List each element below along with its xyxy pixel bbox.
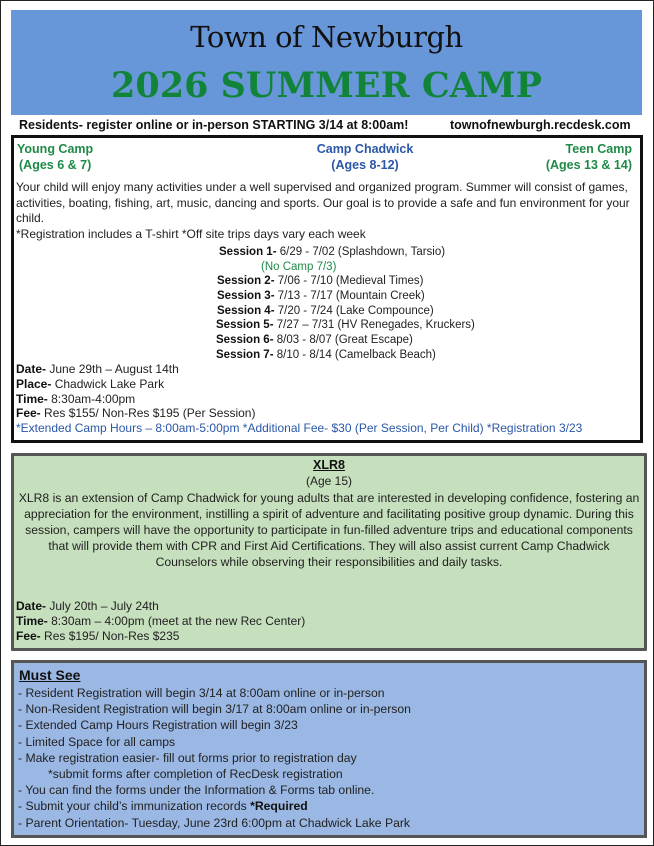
camp-name: Teen Camp [565,142,632,156]
header-banner [11,10,642,115]
must-see-item [18,798,411,814]
required-label: *Required [250,799,308,814]
camp-chadwick [310,141,420,173]
detail-value: Res $155/ Non-Res $195 (Per Session) [40,406,256,421]
must-see-list [18,685,411,831]
item-text: - Submit your child’s immunization records [18,799,251,814]
session-item [14,348,640,363]
detail-value: June 29th – August 14th [46,362,179,376]
session-item [14,245,640,260]
must-see-item: - Resident Registration will begin 3/14 at 8:00am online or in-person [18,686,385,700]
session-dates: 7/13 - 7/17 (Mountain Creek) [274,290,425,303]
session-label: Session 6- [216,334,274,347]
detail-value: 8:30am – 4:00pm (meet at the new Rec Center) [47,613,306,628]
no-camp-note: (No Camp 7/3) [261,260,337,273]
detail-label: Fee- [16,628,41,643]
session-dates: 8/03 - 8/07 (Great Escape) [273,334,413,347]
camp-name: Young Camp [17,142,94,156]
flyer-title: 2026 SUMMER CAMP [111,65,542,106]
registration-note: Residents- register online or in-person STARTING 3/14 at 8:00am! [19,118,409,132]
registration-banner [19,118,639,132]
detail-place [16,377,582,392]
xlr8-title: XLR8 [313,458,345,472]
session-label: Session 1- [219,246,277,258]
must-see-subitem: *submit forms after completion of RecDesk registration [48,767,343,782]
xlr8-age: (Age 15) [305,474,353,488]
session-list [14,245,640,363]
must-see-item: - Parent Orientation- Tuesday, June 23rd 6:00pm at Chadwick Lake Park [18,815,411,830]
detail-label: Date- [16,362,47,376]
detail-label: Place- [16,376,52,391]
session-label: Session 3- [217,290,275,303]
extended-hours-note: *Extended Camp Hours – 8:00am-5:00pm *Additional Fee- $30 (Per Session, Per Child) *Registration 3/23 [16,421,583,436]
description-text: Your child will enjoy many activities under a well supervised and organized program. Summer will consist of games, activities, boating, fishing, art, music, dancing and sports. Our goal is to provide a safe and fun environment for your child. [16,180,630,225]
session-label: Session 2- [217,275,275,288]
must-see-item: - Non-Resident Registration will begin 3/17 at 8:00am online or in-person [18,702,411,717]
detail-label: Date- [16,599,47,613]
session-item [14,318,640,333]
session-item [14,304,640,319]
xlr8-details [16,599,305,643]
camp-ages: (Ages 6 & 7) [19,158,92,172]
session-item [14,289,640,304]
session-item [14,333,640,348]
camp-details [16,362,582,436]
session-label: Session 7- [216,348,274,361]
detail-label: Time- [16,391,48,406]
detail-value: July 20th – July 24th [46,599,159,613]
detail-value: Res $195/ Non-Res $235 [40,628,180,643]
must-see-item: - Make registration easier- fill out forms prior to registration day [18,750,357,765]
detail-time [16,392,582,407]
registration-includes: *Registration includes a T-shirt *Off site trips days vary each week [16,226,366,241]
must-see-item: - Extended Camp Hours Registration will begin 3/23 [18,718,298,733]
camp-teen [527,141,632,173]
detail-value: Chadwick Lake Park [51,376,165,391]
session-dates: 7/27 – 7/31 (HV Renegades, Kruckers) [273,319,475,332]
session-label: Session 4- [217,304,275,317]
camp-ages: (Ages 13 & 14) [545,158,632,172]
session-dates: 8/10 - 8/14 (Camelback Beach) [273,348,436,361]
must-see-title: Must See [19,667,81,683]
session-dates: 6/29 - 7/02 (Splashdown, Tarsio) [276,246,446,258]
xlr8-detail-fee [16,629,305,644]
session-item [14,274,640,289]
camp-name: Camp Chadwick [316,142,414,156]
xlr8-section [11,453,647,651]
detail-value: 8:30am-4:00pm [47,391,136,406]
detail-date [16,362,582,377]
xlr8-description: XLR8 is an extension of Camp Chadwick for young adults that are interested in developing confidence, fostering an appreciation for the environment, instilling a spirit of adventure and facilitating positive group dynamic. During this session, campers will have the opportunity to participate in fun-filled adventure trips and educational components that will provide them with CPR and First Aid Certifications. They will also assist current Camp Chadwick Counselors while observing their responsibilities and daily tasks. [18,491,640,570]
detail-fee [16,406,582,421]
town-name: Town of Newburgh [190,20,463,54]
session-dates: 7/06 - 7/10 (Medieval Times) [274,275,424,288]
detail-label: Fee- [16,406,41,421]
detail-label: Time- [16,613,48,628]
camp-ages: (Ages 8-12) [331,158,399,172]
camp-description [16,180,636,242]
camp-young [17,141,93,173]
session-label: Session 5- [216,319,274,332]
summer-camp-section [11,135,643,443]
session-dates: 7/20 - 7/24 (Lake Compounce) [274,304,434,317]
must-see-section [11,660,647,838]
must-see-item: - Limited Space for all camps [18,734,176,749]
xlr8-detail-date [16,599,305,614]
website-link[interactable]: townofnewburgh.recdesk.com [450,118,631,132]
xlr8-detail-time [16,614,305,629]
must-see-item: - You can find the forms under the Information & Forms tab online. [18,783,375,798]
